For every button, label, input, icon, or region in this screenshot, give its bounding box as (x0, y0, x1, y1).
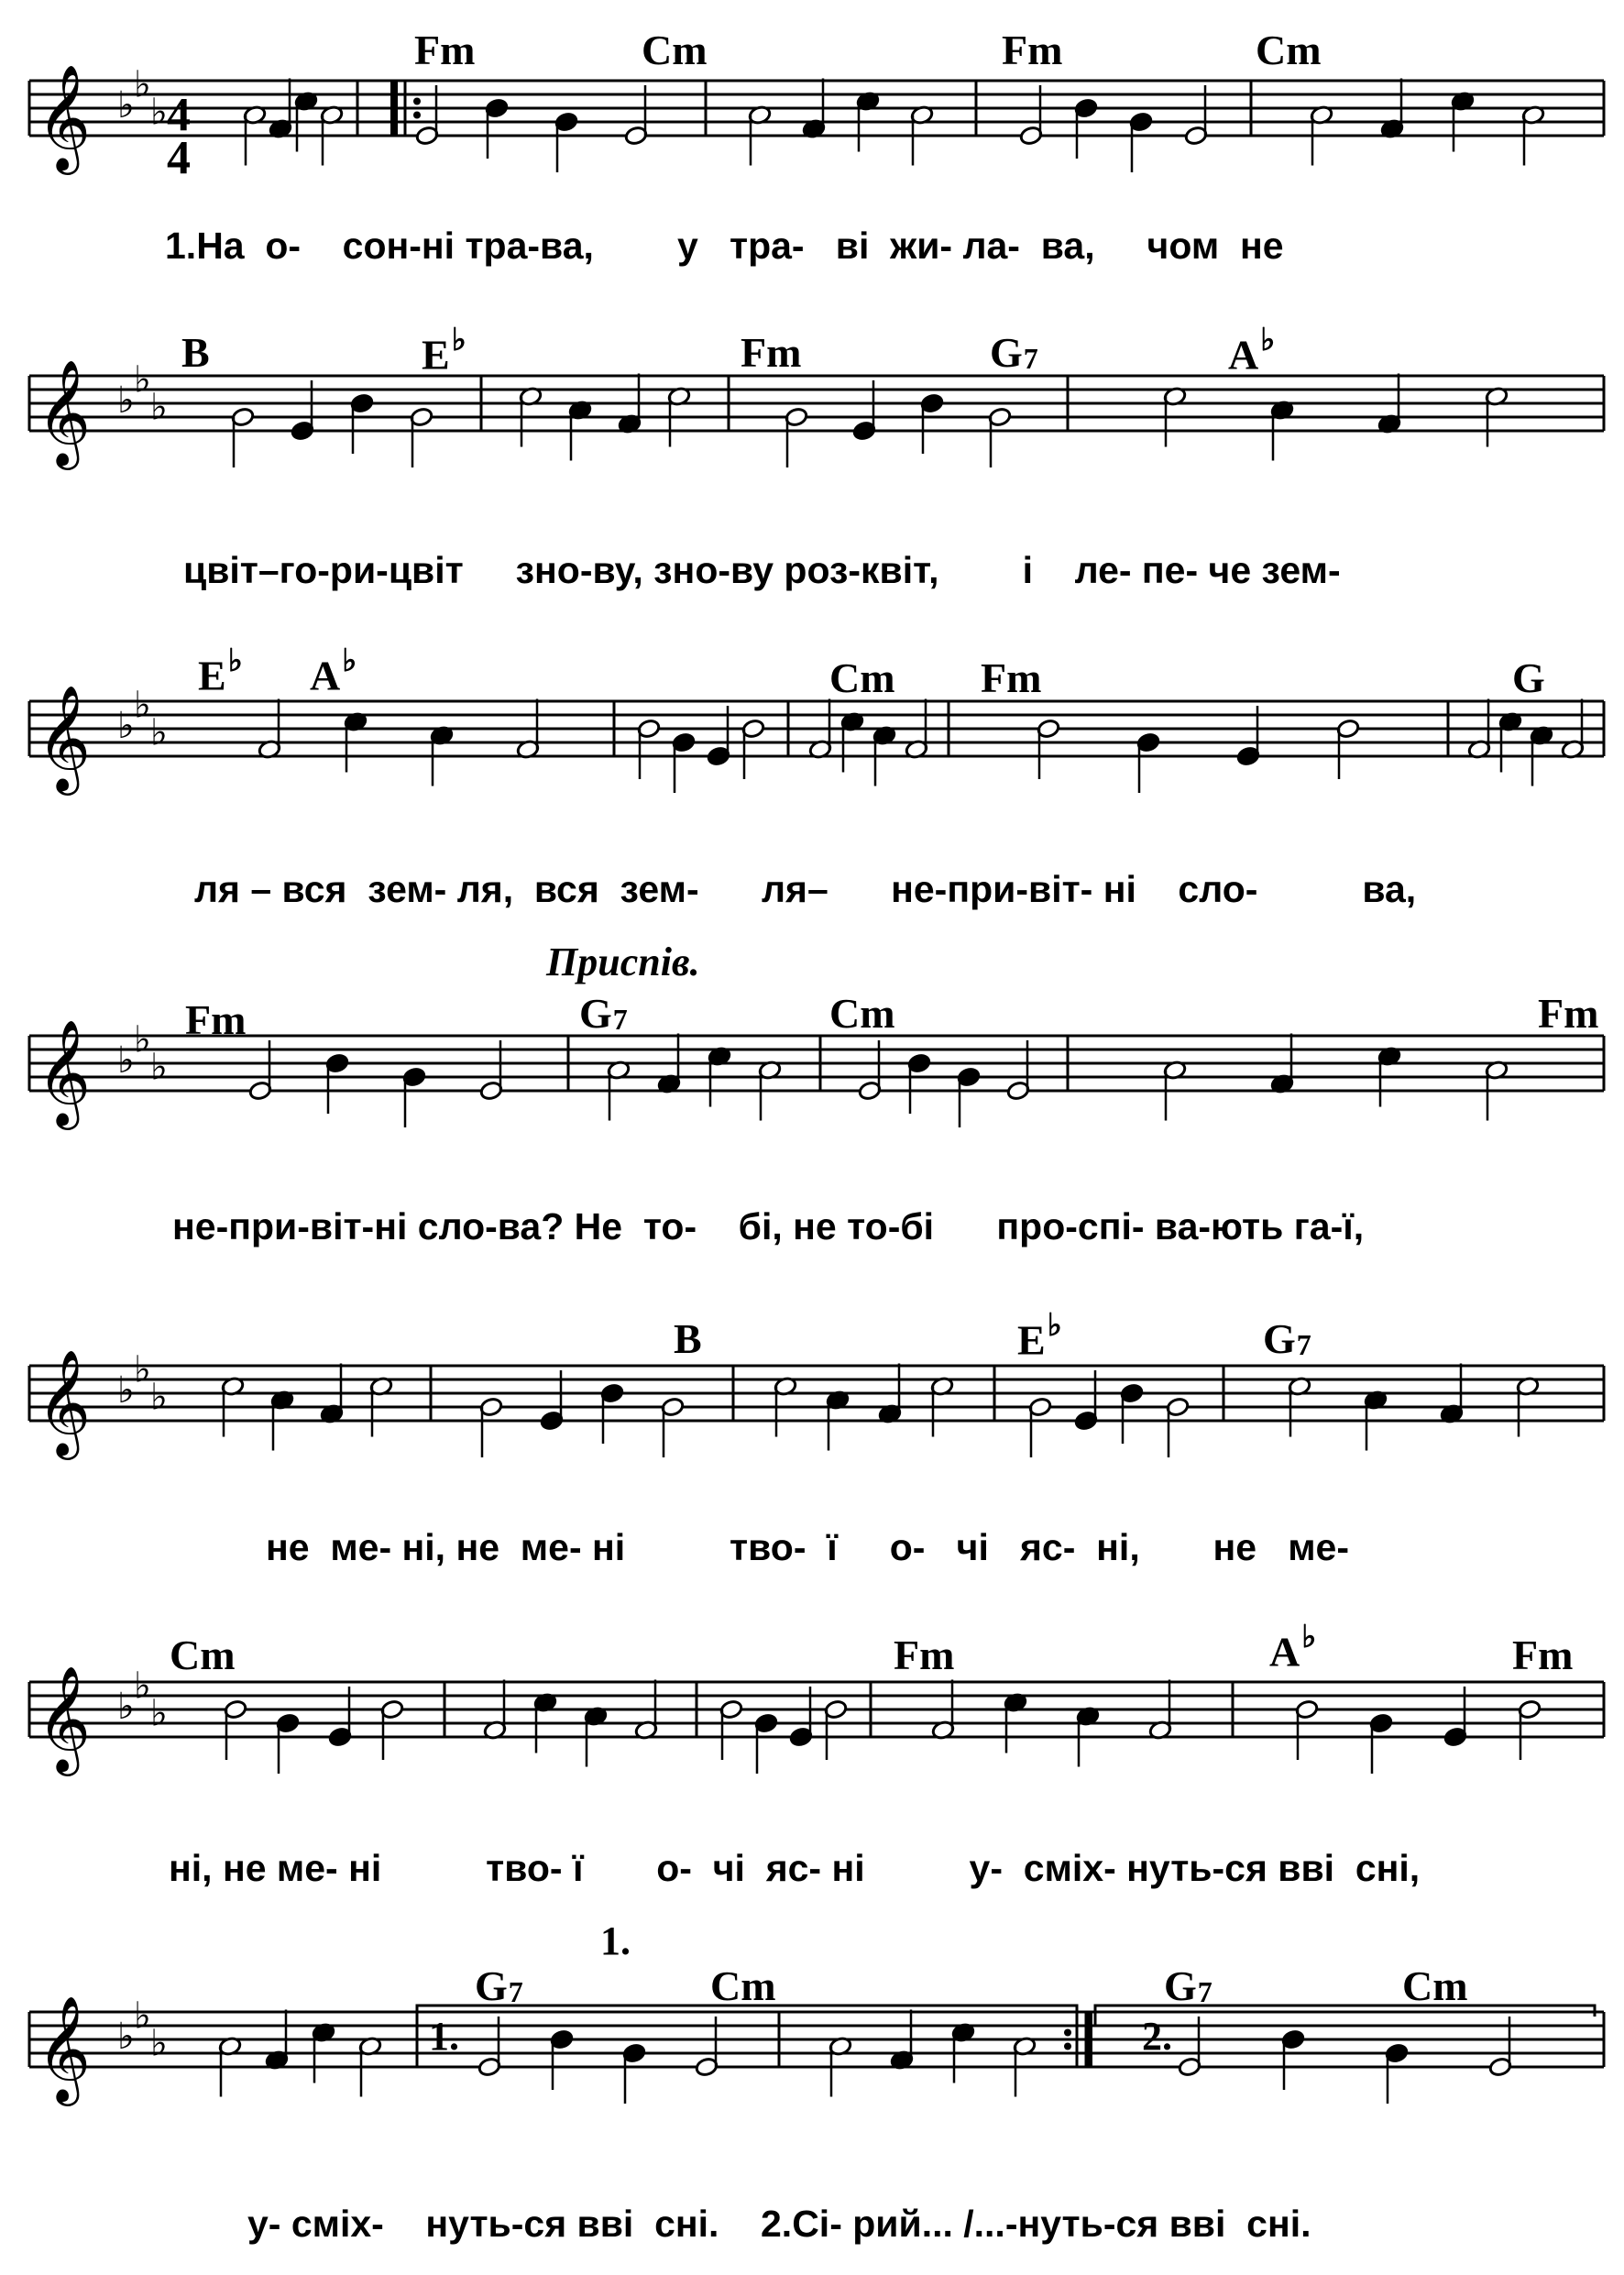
flat-icon: ♭ (117, 1039, 135, 1082)
flat-icon: ♭ (150, 711, 168, 754)
lyric-line: 1.На о- сон-ні тра-ва, у тра- ві жи- ла- ва, чом не (165, 225, 1284, 267)
flat-icon: ♭ (150, 1692, 168, 1735)
lyric-line: ля – вся зем- ля, вся зем- ля– не-при-віт- ні сло- ва, (194, 868, 1417, 910)
chord-a-flat: A♭ (1269, 1621, 1317, 1676)
chord-g7: $G_7$ (1164, 1962, 1213, 2009)
chord-e-flat: E♭ (1017, 1309, 1062, 1364)
flat-icon: ♭ (117, 2016, 135, 2058)
flat-icon: ♭ (150, 1376, 168, 1419)
lyric-line: цвіт–го-ри-цвіт зно-ву, зно-ву роз-квіт, і ле- пе- че зем- (183, 549, 1341, 591)
chord-fm: Fm (1002, 27, 1063, 73)
treble-clef-icon: 𝄞 (37, 63, 92, 170)
chord-cm: Cm (710, 1962, 776, 2009)
treble-clef-icon: 𝄞 (37, 684, 92, 791)
flat-icon: ♭ (134, 1348, 151, 1391)
chord-b: B (674, 1315, 702, 1362)
flat-icon: ♭ (150, 91, 168, 134)
flat-icon: ♭ (117, 84, 135, 126)
chord-cm: Cm (829, 990, 895, 1037)
flat-icon: ♭ (117, 379, 135, 422)
treble-clef-icon: 𝄞 (37, 1348, 92, 1456)
treble-clef-icon: 𝄞 (37, 358, 92, 466)
treble-clef-icon: 𝄞 (37, 1995, 92, 2102)
flat-icon: ♭ (134, 1665, 151, 1708)
flat-icon: ♭ (134, 358, 151, 401)
flat-icon: ♭ (134, 1995, 151, 2038)
flat-icon: ♭ (150, 2022, 168, 2065)
chord-fm: Fm (414, 27, 476, 73)
chord-e-flat: E♭ (422, 324, 466, 379)
chord-g7: $G_7$ (475, 1962, 523, 2009)
repeat-dot (413, 98, 421, 105)
chord-fm: Fm (1512, 1632, 1574, 1678)
volta-2-label: 2. (1142, 2014, 1172, 2059)
volta-1-label: 1. (429, 2014, 459, 2059)
treble-clef-icon: 𝄞 (37, 1665, 92, 1772)
flat-icon: ♭ (150, 1046, 168, 1089)
chord-fm: Fm (741, 329, 802, 376)
chord-a-flat: A♭ (310, 644, 357, 699)
chorus-label: Приспів. (546, 940, 700, 984)
chord-g7: $G_7$ (990, 329, 1038, 376)
chord-fm: Fm (981, 654, 1042, 701)
chord-cm: Cm (170, 1632, 236, 1678)
chord-g: G (1512, 654, 1545, 701)
chord-cm: Cm (642, 27, 708, 73)
chord-g7: $G_7$ (579, 990, 628, 1037)
repeat-dot (1064, 2043, 1071, 2050)
repeat-dot (413, 112, 421, 119)
ending-marker: 1. (600, 1918, 631, 1963)
chord-g7: $G_7$ (1263, 1315, 1311, 1362)
flat-icon: ♭ (134, 1018, 151, 1061)
chord-fm: Fm (185, 996, 247, 1043)
lyric-line: ні, не ме- ні тво- ї о- чі яс- ні у- сміх- нуть-ся вві сні, (169, 1847, 1421, 1889)
flat-icon: ♭ (117, 1369, 135, 1412)
lyric-line: у- сміх- нуть-ся вві сні. 2.Сі- рий... /...-нуть-ся вві сні. (247, 2203, 1311, 2245)
flat-icon: ♭ (117, 1686, 135, 1728)
chord-e-flat: E♭ (198, 644, 243, 699)
repeat-dot (1064, 2029, 1071, 2037)
chord-fm: Fm (894, 1632, 955, 1678)
flat-icon: ♭ (117, 705, 135, 747)
chord-cm: Cm (1256, 27, 1322, 73)
chord-cm: Cm (1402, 1962, 1468, 2009)
flat-icon: ♭ (134, 63, 151, 106)
treble-clef-icon: 𝄞 (37, 1018, 92, 1126)
flat-icon: ♭ (150, 386, 168, 429)
chord-cm: Cm (829, 654, 895, 701)
time-signature: 4 4 (167, 89, 191, 184)
lyric-line: не-при-віт-ні сло-ва? Не то- бі, не то-бі про-спі- ва-ють га-ї, (172, 1205, 1365, 1247)
chord-a-flat: A♭ (1228, 324, 1276, 379)
chord-b: B (181, 329, 210, 376)
flat-icon: ♭ (134, 684, 151, 727)
lyric-line: не ме- ні, не ме- ні тво- ї о- чі яс- ні, не ме- (266, 1526, 1349, 1568)
chord-fm: Fm (1538, 990, 1599, 1037)
